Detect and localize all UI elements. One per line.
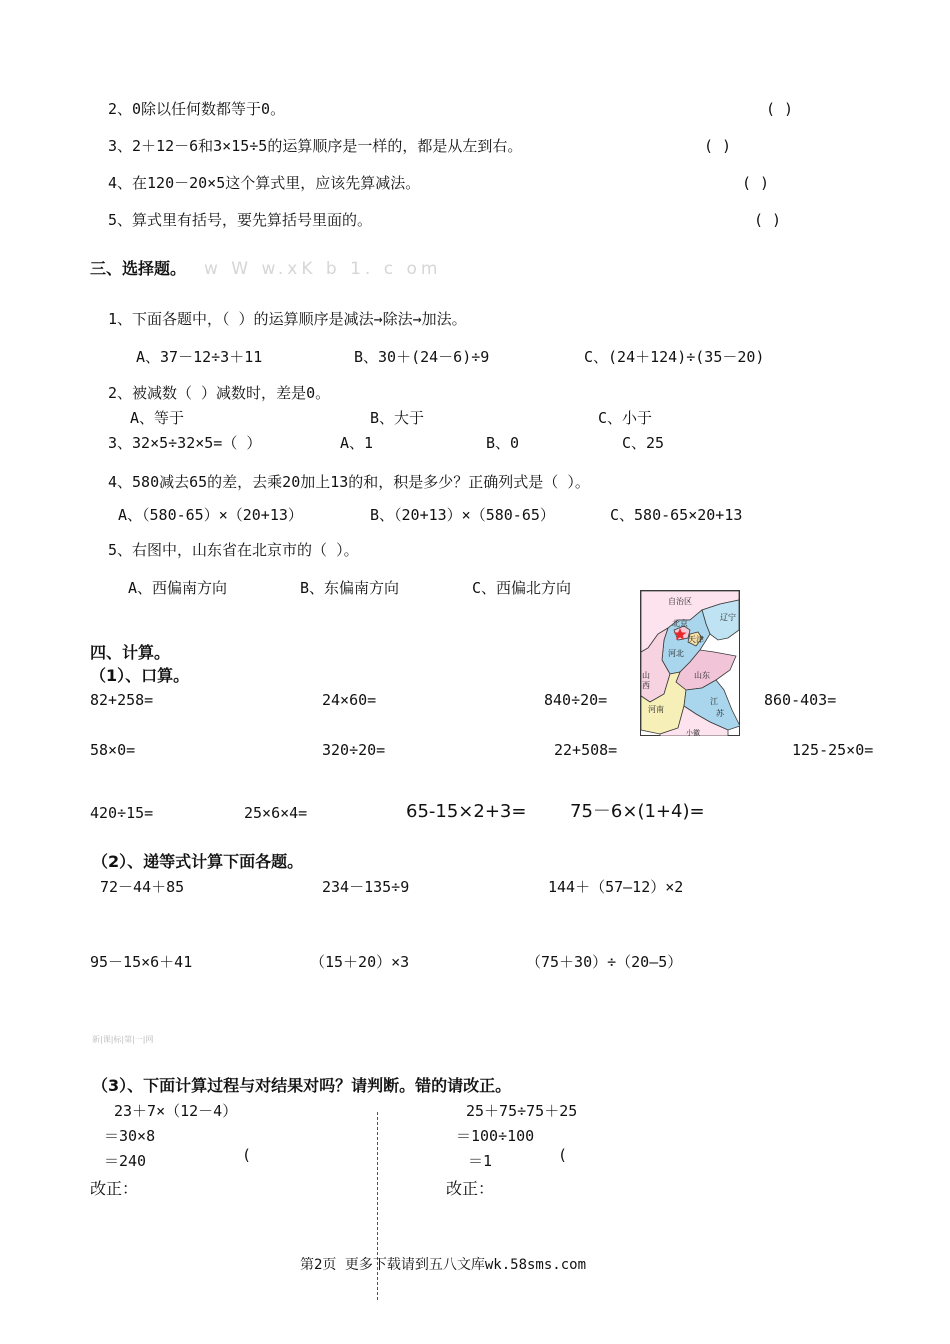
oral-item: 75－6×(1+4)= [570, 801, 705, 822]
choice-q4-option-b[interactable]: B、（20+13）×（580-65） [370, 506, 555, 524]
map-label-beijing: 北京 [672, 619, 688, 628]
oral-item: 24×60= [322, 691, 377, 709]
check-left-line-2: ＝30×8 [104, 1127, 156, 1145]
judge-item-2: 2、0除以任何数都等于0。 [108, 100, 286, 118]
choice-q3-option-c[interactable]: C、25 [622, 434, 665, 452]
judge-answer-paren-3[interactable]: ( ) [704, 137, 732, 155]
judge-item-5: 5、算式里有括号，要先算括号里面的。 [108, 211, 373, 229]
choice-q3-option-a[interactable]: A、1 [340, 434, 374, 452]
judge-answer-paren-4[interactable]: ( ) [742, 174, 770, 192]
map-label-henan: 河南 [648, 705, 664, 714]
judge-item-3: 3、2＋12－6和3×15÷5的运算顺序是一样的，都是从左到右。 [108, 137, 523, 155]
choice-q5: 5、右图中，山东省在北京市的（ ）。 [108, 541, 359, 559]
oral-item: 420÷15= [90, 804, 154, 822]
map-label-bottom: 小徽 [686, 729, 700, 736]
choice-q4-option-c[interactable]: C、580-65×20+13 [610, 506, 743, 524]
check-right-answer-paren[interactable]: ( [558, 1146, 568, 1164]
map-label-shandong: 山东 [694, 671, 710, 680]
check-right-line-3: ＝1 [468, 1152, 493, 1170]
choice-q4: 4、580减去65的差，去乘20加上13的和，积是多少？正确列式是（ ）。 [108, 473, 590, 491]
check-left-line-1: 23＋7×（12－4） [114, 1102, 238, 1120]
judge-answer-paren-2[interactable]: ( ) [766, 100, 794, 118]
stepwise-item: 234－135÷9 [322, 878, 410, 896]
choice-q2: 2、被减数（ ）减数时，差是0。 [108, 384, 331, 402]
stepwise-item: （15＋20）×3 [310, 953, 410, 971]
oral-item: 82+258= [90, 691, 154, 709]
subheading-oral: （1）、口算。 [90, 666, 190, 685]
oral-item: 22+508= [554, 741, 618, 759]
choice-q2-option-a[interactable]: A、等于 [130, 409, 185, 427]
choice-q1-option-c[interactable]: C、(24＋124)÷(35－20) [584, 348, 765, 366]
oral-item: 65-15×2+3= [406, 801, 527, 822]
choice-q5-option-a[interactable]: A、西偏南方向 [128, 579, 228, 597]
check-left-line-3: ＝240 [104, 1152, 147, 1170]
map-label-hebei: 河北 [668, 649, 684, 658]
choice-q3-option-b[interactable]: B、0 [486, 434, 520, 452]
oral-item: 860-403= [764, 691, 837, 709]
stepwise-item: （75＋30）÷（20—5） [526, 953, 683, 971]
map-label-shanxi-1: 山 [642, 671, 650, 680]
subheading-stepwise: （2）、递等式计算下面各题。 [92, 852, 304, 871]
check-left-fix-label: 改正： [90, 1179, 139, 1198]
choice-q5-option-c[interactable]: C、西偏北方向 [472, 579, 572, 597]
check-right-line-2: ＝100÷100 [456, 1127, 535, 1145]
watermark-text: w W w.xK b 1. c om [204, 259, 442, 279]
stepwise-item: 95－15×6＋41 [90, 953, 193, 971]
section-heading-choice: 三、选择题。 [90, 259, 187, 278]
choice-q1: 1、下面各题中，（ ）的运算顺序是减法→除法→加法。 [108, 310, 467, 328]
oral-item: 320÷20= [322, 741, 386, 759]
section-heading-calc: 四、计算。 [90, 643, 171, 662]
check-left-answer-paren[interactable]: ( [242, 1146, 252, 1164]
north-china-map [640, 590, 740, 736]
choice-q1-option-a[interactable]: A、37－12÷3＋11 [136, 348, 263, 366]
oral-item: 25×6×4= [244, 804, 308, 822]
map-label-jiangsu-1: 江 [710, 697, 718, 706]
stepwise-item: 144＋（57—12）×2 [548, 878, 684, 896]
choice-q3: 3、32×5÷32×5=（ ） [108, 434, 262, 452]
map-label-liaoning: 辽宁 [720, 613, 736, 622]
choice-q1-option-b[interactable]: B、30＋(24－6)÷9 [354, 348, 490, 366]
choice-q4-option-a[interactable]: A、（580-65）×（20+13） [118, 506, 303, 524]
choice-q2-option-c[interactable]: C、小于 [598, 409, 653, 427]
judge-item-4: 4、在120－20×5这个算式里，应该先算减法。 [108, 174, 421, 192]
stepwise-item: 72－44＋85 [100, 878, 185, 896]
choice-q5-option-b[interactable]: B、东偏南方向 [300, 579, 400, 597]
oral-item: 125-25×0= [792, 741, 874, 759]
page-footer: 第2页 更多下载请到五八文库wk.58sms.com [300, 1257, 587, 1273]
map-label-jiangsu-2: 苏 [716, 709, 724, 718]
map-label-zizhiqu: 自治区 [668, 597, 692, 606]
small-watermark: 新|课|标|第|一|网 [92, 1035, 154, 1044]
oral-item: 58×0= [90, 741, 136, 759]
map-label-tianjin: 天津 [688, 635, 704, 644]
subheading-check: （3）、下面计算过程与对结果对吗？请判断。错的请改正。 [92, 1076, 512, 1095]
oral-item: 840÷20= [544, 691, 608, 709]
choice-q2-option-b[interactable]: B、大于 [370, 409, 425, 427]
check-right-fix-label: 改正： [446, 1179, 495, 1198]
judge-answer-paren-5[interactable]: ( ) [754, 211, 782, 229]
map-label-shanxi-2: 西 [642, 681, 650, 690]
check-right-line-1: 25＋75÷75＋25 [466, 1102, 578, 1120]
